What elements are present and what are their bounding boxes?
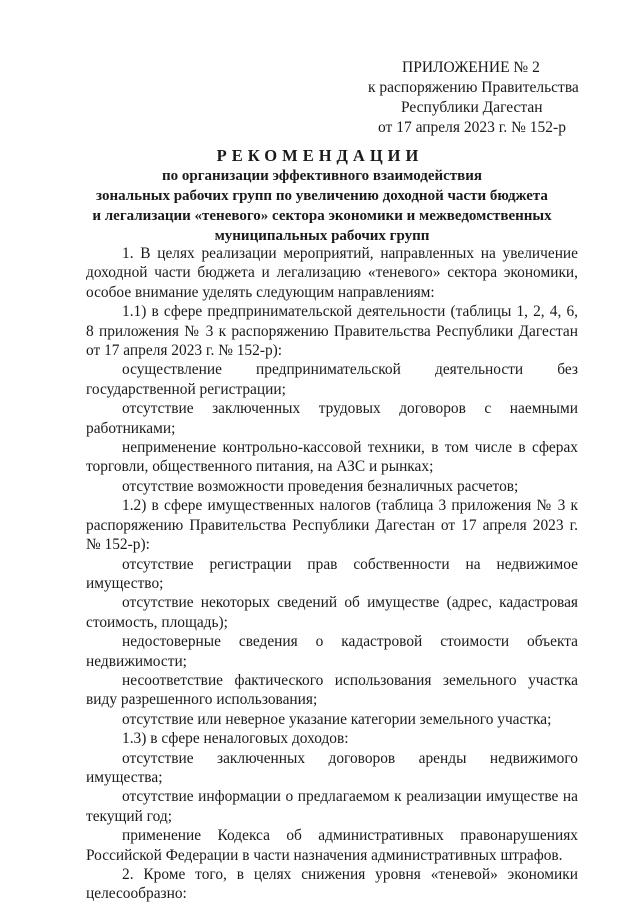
- list-item: отсутствие или неверное указание категории земельного участка;: [122, 710, 552, 728]
- list-item: отсутствие заключенных трудовых договоров с наемными работниками;: [86, 400, 578, 437]
- list-item: применение Кодекса об административных правонарушениях Российской Федерации в части назначения административных штрафов.: [86, 827, 578, 864]
- paragraph-1: 1. В целях реализации мероприятий, направленных на увеличение доходной части бюджета и легализацию «теневого» сектора экономики, особое внимание уделять следующим направлениям:: [86, 245, 578, 301]
- list-item: несоответствие фактического использования земельного участка виду разрешенного использования;: [86, 671, 578, 709]
- appendix-republic: Республики Дагестан: [401, 99, 543, 116]
- list-item: недостоверные сведения о кадастровой стоимости объекта недвижимости;: [86, 633, 578, 670]
- subtitle-line: муниципальных рабочих групп: [214, 228, 430, 244]
- list-item: отсутствие некоторых сведений об имуществе (адрес, кадастровая стоимость, площадь);: [86, 594, 578, 631]
- appendix-header: [368, 58, 608, 138]
- list-item: отсутствие заключенных договоров аренды недвижимого имущества;: [86, 749, 578, 786]
- paragraph-1-1: 1.1) в сфере предпринимательской деятельности (таблицы 1, 2, 4, 6, 8 приложения № 3 к распоряжению Правительства Республики Дагестан от 17 апреля 2023 г. № 152-р):: [86, 303, 578, 360]
- document-subtitle: [60, 166, 584, 246]
- list-item: неприменение контрольно-кассовой техники, в том числе в сферах торговли, общественного питания, на АЗС и рынках;: [86, 439, 578, 476]
- document-title: РЕКОМЕНДАЦИИ: [216, 146, 424, 165]
- appendix-date: от 17 апреля 2023 г. № 152-р: [378, 119, 566, 136]
- subtitle-line: зональных рабочих групп по увеличению доходной части бюджета: [96, 188, 548, 204]
- paragraph-1-3: 1.3) в сфере неналоговых доходов:: [122, 730, 349, 748]
- document-body: [86, 244, 578, 904]
- list-item: отсутствие возможности проведения безналичных расчетов;: [122, 477, 519, 495]
- list-item: отсутствие информации о предлагаемом к реализации имуществе на текущий год;: [86, 788, 578, 825]
- paragraph-1-2: 1.2) в сфере имущественных налогов (таблица 3 приложения № 3 к распоряжению Правительства Республики Дагестан от 17 апреля 2023 г. № 152-р):: [86, 497, 578, 554]
- subtitle-line: по организации эффективного взаимодействия: [161, 168, 483, 184]
- list-item: отсутствие регистрации прав собственности на недвижимое имущество;: [86, 555, 578, 592]
- appendix-reference: к распоряжению Правительства: [368, 79, 579, 96]
- appendix-number: ПРИЛОЖЕНИЕ № 2: [402, 59, 540, 76]
- paragraph-2: 2. Кроме того, в целях снижения уровня «теневой» экономики целесообразно:: [86, 866, 578, 903]
- subtitle-line: и легализации «теневого» сектора экономики и межведомственных: [92, 208, 552, 224]
- list-item: осуществление предпринимательской деятельности без государственной регистрации;: [86, 361, 578, 398]
